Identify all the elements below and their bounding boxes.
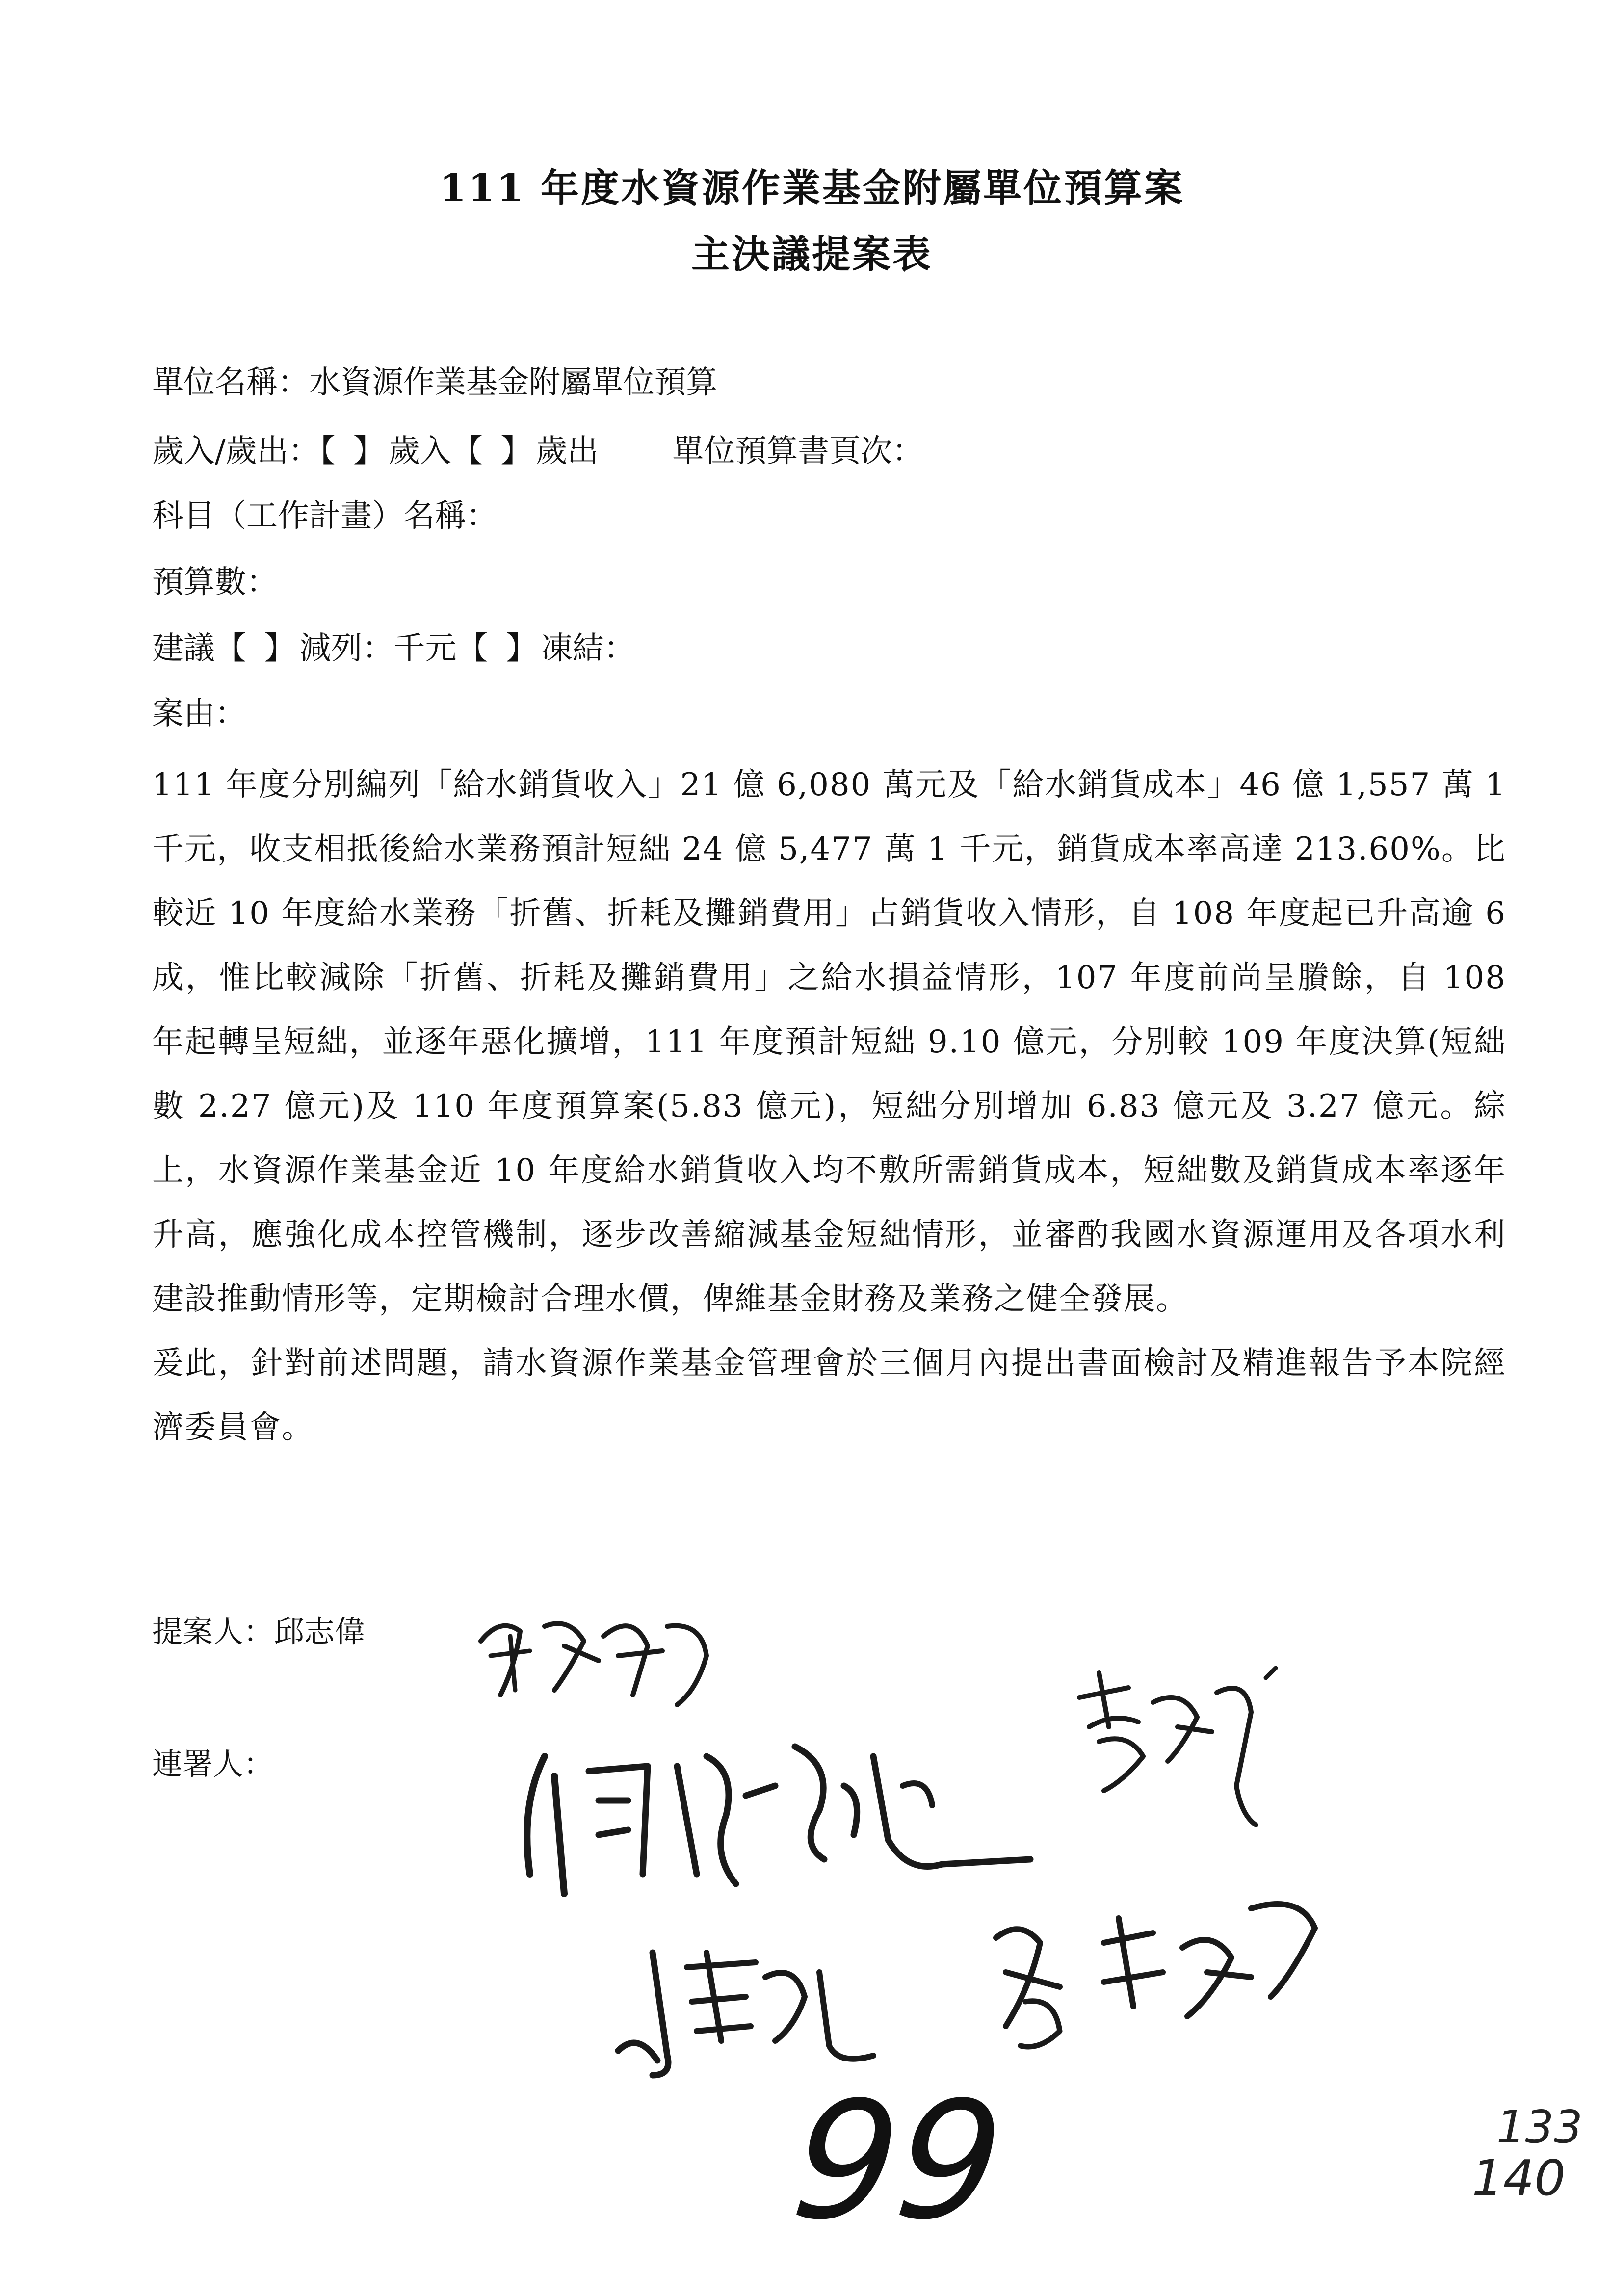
reduce-label: 減列：千元 <box>299 630 457 667</box>
reason-body <box>152 753 1506 1460</box>
proposer-name: 邱志偉 <box>274 1614 366 1649</box>
proposer-row <box>152 1614 366 1649</box>
cosigner-signature-4 <box>976 1879 1330 2065</box>
reason-label: 案由： <box>152 696 246 732</box>
cosigner-label: 連署人： <box>152 1746 274 1782</box>
subject-label: 科目（工作計畫）名稱： <box>152 498 498 534</box>
freeze-checkbox: 【 】 <box>456 630 541 667</box>
subject-row <box>152 500 498 532</box>
suggestion-row <box>152 630 635 667</box>
cosigner-row <box>152 1746 274 1782</box>
corner-mark-top: 133 <box>1496 2101 1583 2153</box>
expense-option-label: 歲出 <box>536 433 599 470</box>
revenue-option-label: 歲入 <box>388 433 451 470</box>
unit-name-row <box>152 365 717 401</box>
document-subtitle: 主決議提案表 <box>691 232 933 277</box>
freeze-label: 凍結： <box>541 630 635 667</box>
revenue-checkbox: 【 】 <box>319 433 389 470</box>
expense-checkbox: 【 】 <box>451 433 536 470</box>
handwritten-page-number: 99 <box>785 2067 1011 2255</box>
reduce-checkbox: 【 】 <box>215 630 300 667</box>
suggestion-label: 建議 <box>152 630 215 667</box>
unit-name-value: 水資源作業基金附屬單位預算 <box>309 365 717 401</box>
reason-row <box>152 698 246 730</box>
budget-book-page-label: 單位預算書頁次： <box>672 433 924 470</box>
corner-page-mark <box>1467 2101 1585 2213</box>
budget-amount-row <box>152 564 278 600</box>
cosigner-signature-2 <box>500 1727 1040 1913</box>
reason-paragraph-2: 爰此，針對前述問題，請水資源作業基金管理會於三個月內提出書面檢討及精進報告予本院經濟委員會。 <box>152 1345 1506 1446</box>
budget-amount-label: 預算數： <box>152 564 278 600</box>
proposer-label: 提案人： <box>152 1614 274 1649</box>
document-title: 111 年度水資源作業基金附屬單位預算案 <box>440 166 1184 210</box>
corner-mark-bottom: 140 <box>1472 2149 1566 2207</box>
revenue-expense-row <box>152 433 924 470</box>
cosigner-signature-3 <box>608 1933 883 2080</box>
revenue-expense-label: 歲入/歲出： <box>152 433 320 470</box>
unit-name-label: 單位名稱： <box>152 365 309 401</box>
reason-paragraph-1: 111 年度分別編列「給水銷貨收入」21 億 6,080 萬元及「給水銷貨成本」46 億 1,557 萬 1 千元，收支相抵後給水業務預計短絀 24 億 5,477 萬 1 千元，銷貨成本率高達 213.60%。比較近 10 年度給水業務「折舊、折耗及攤銷費用」占銷貨收入情形，自 108 年度起已升高逾 6 成，惟比較減除「折舊、折耗及攤銷費用」之給水損益情形，107 年度前尚呈賸餘，自 108 年起轉呈短絀，並逐年惡化擴增，111 年度預計短絀 9.10 億元，分別較 109 年度決算(短絀數 2.27 億元)及 110 年度預算案(5.83 億元)，短絀分別增加 6.83 億元及 3.27 億元。綜上，水資源作業基金近 10 年度給水銷貨收入均不敷所需銷貨成本，短絀數及銷貨成本率逐年升高，應強化成本控管機制，逐步改善縮減基金短絀情形，並審酌我國水資源運用及各項水利建設推動情形等，定期檢討合理水價，俾維基金財務及業務之健全發展。 <box>152 767 1506 1317</box>
proposer-signature <box>471 1597 726 1715</box>
cosigner-signature-1 <box>1070 1658 1295 1835</box>
